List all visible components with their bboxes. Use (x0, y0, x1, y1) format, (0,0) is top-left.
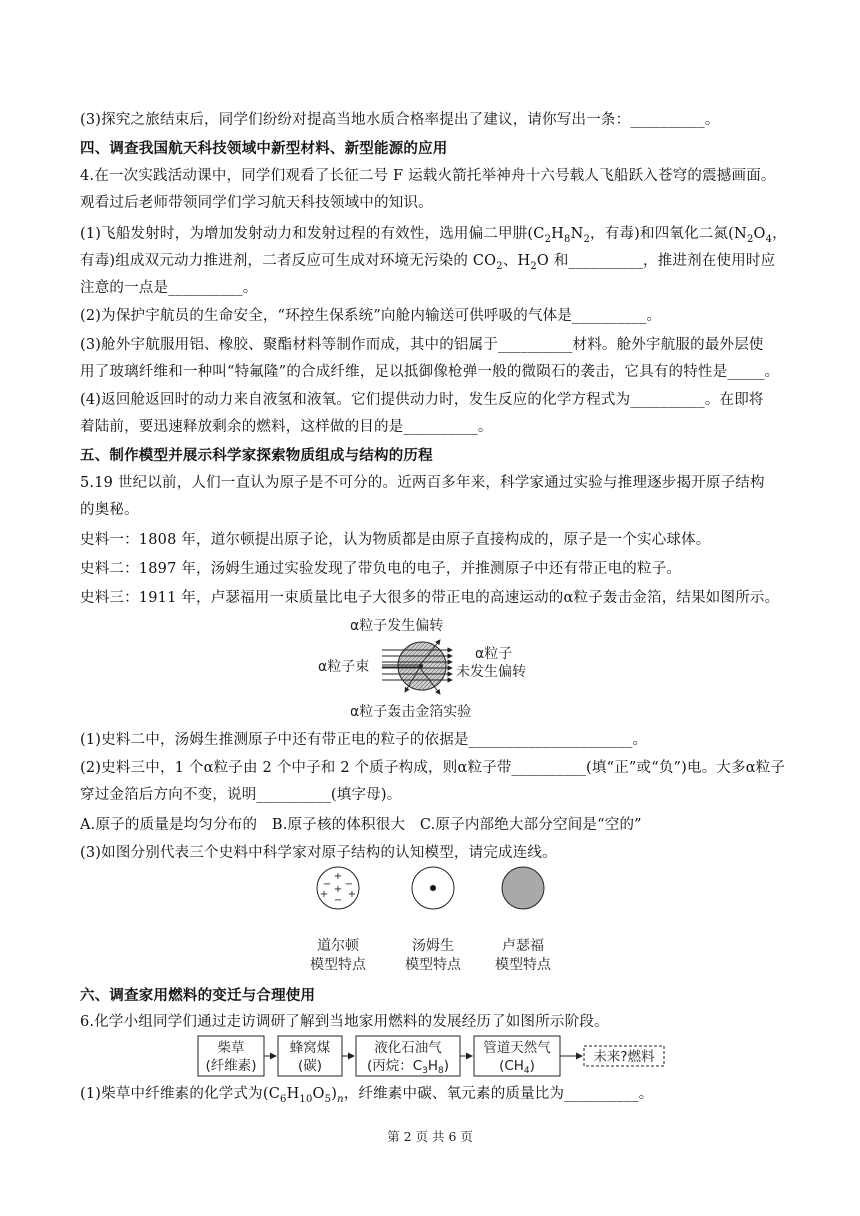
alpha-label-beam: α粒子束 (318, 659, 370, 675)
section-4-heading: 四、调查我国航天科技领域中新型材料、新型能源的应用 (80, 141, 448, 157)
fuel-1-sub: (纤维素) (205, 1058, 257, 1074)
question-4-4: (4)返回舱返回时的动力来自液氢和液氧。它们提供动力时，发生反应的化学方程式为__________。在即将 (80, 392, 764, 408)
question-5-stem: 5.19 世纪以前，人们一直认为原子是不可分的。近两百多年来，科学家通过实验与推理逐步揭开原子结构 (80, 475, 765, 491)
question-5-2-options: A.原子的质量是均匀分布的 B.原子核的体积很大 C.原子内部绝大部分空间是“空的” (80, 817, 642, 833)
question-5-stem-cont: 的奥秘。 (80, 502, 139, 518)
question-4-3-cont: 用了玻璃纤维和一种叫“特氟隆”的合成纤维，足以抵御像枪弹一般的微陨石的袭击，它具有的特性是_____。 (80, 364, 780, 380)
nuclear-model (412, 867, 454, 909)
question-5-3: (3)如图分别代表三个史料中科学家对原子结构的认知模型，请完成连线。 (80, 845, 557, 861)
fuel-5-name: 未来?燃料 (593, 1049, 655, 1065)
history-2: 史料二：1897 年，汤姆生通过实验发现了带负电的电子，并推测原子中还有带正电的粒子。 (80, 561, 682, 577)
svg-text:+: + (333, 871, 343, 882)
fuel-4-sub: $(CH_4)$ (499, 1058, 535, 1076)
fuel-2-sub: (碳) (297, 1058, 323, 1074)
question-4-3: (3)舱外宇航服用铝、橡胶、聚酯材料等制作而成，其中的铝属于__________材料。舱外宇航服的最外层使 (80, 337, 764, 353)
question-4-1-cont2: 注意的一点是__________。 (80, 280, 258, 296)
question-4-4-cont: 着陆前，要迅速释放剩余的燃料，这样做的目的是__________。 (80, 419, 493, 435)
svg-text:+: + (333, 884, 343, 895)
history-1: 史料一：1808 年，道尔顿提出原子论，认为物质都是由原子直接构成的，原子是一个实心球体。 (80, 532, 711, 548)
fuel-3-name: 液化石油气 (374, 1040, 442, 1056)
section-5-heading: 五、制作模型并展示科学家探索物质组成与结构的历程 (80, 448, 433, 464)
page-footer: 第 2 页 共 6 页 (387, 1129, 473, 1144)
atomic-models-figure (290, 866, 580, 978)
question-5-1: (1)史料二中，汤姆生推测原子中还有带正电的粒子的依据是______________________。 (80, 732, 648, 748)
question-4-2: (2)为保护宇航员的生命安全，“环控生保系统”向舱内输送可供呼吸的气体是__________。 (80, 308, 662, 324)
fuel-1-name: 柴草 (217, 1040, 245, 1056)
svg-text:+: + (347, 889, 357, 900)
alpha-label-undeflected-2: 未发生偏转 (456, 664, 526, 680)
history-3: 史料三：1911 年，卢瑟福用一束质量比电子大很多的带正电的高速运动的α粒子轰击金箔，结果如图所示。 (80, 590, 780, 606)
question-6-stem: 6.化学小组同学们通过走访调研了解到当地家用燃料的发展经历了如图所示阶段。 (80, 1014, 609, 1030)
alpha-label-deflected: α粒子发生偏转 (350, 618, 444, 634)
question-5-2-cont: 穿过金箔后方向不变，说明__________(填字母)。 (80, 787, 402, 803)
question-4-1: (1)飞船发射时，为增加发射动力和发射过程的有效性，选用偏二甲肼($C_2H_8N_2$，有毒)和四氧化二氮($N_2O_4$， (80, 226, 787, 245)
model-2-feature: 模型特点 (405, 957, 461, 973)
model-3-feature: 模型特点 (495, 957, 551, 973)
question-4-1-cont: 有毒)组成双元动力推进剂，二者反应可生成对环境无污染的 $CO_2$、$H_2O$ 和__________，推进剂在使用时应 (80, 253, 776, 272)
question-6-1: (1)柴草中纤维素的化学式为$(C_6H_{10}O_5)_n$，纤维素中碳、氧元素的质量比为__________。 (80, 1086, 654, 1105)
svg-text:+: + (319, 889, 329, 900)
fuel-evolution-diagram (196, 1034, 670, 1080)
fuel-4-name: 管道天然气 (483, 1040, 551, 1056)
alpha-label-undeflected-1: α粒子 (475, 646, 513, 662)
model-1-feature: 模型特点 (310, 957, 366, 973)
fuel-2-name: 蜂窝煤 (289, 1040, 331, 1056)
model-3-name: 卢瑟福 (502, 938, 544, 954)
plum-pudding-model (317, 867, 359, 909)
svg-text:−: − (344, 879, 354, 890)
question-5-2: (2)史料三中，1 个α粒子由 2 个中子和 2 个质子构成，则α粒子带__________(填“正”或“负”)电。大多α粒子 (80, 760, 786, 776)
solid-sphere-model (502, 867, 544, 909)
svg-text:−: − (322, 879, 332, 890)
model-2-name: 汤姆生 (412, 938, 454, 954)
section-6-heading: 六、调查家用燃料的变迁与合理使用 (80, 988, 316, 1004)
question-3-3: (3)探究之旅结束后，同学们纷纷对提高当地水质合格率提出了建议，请你写出一条：__________。 (80, 112, 720, 128)
question-4-stem-cont: 观看过后老师带领同学们学习航天科技领域中的知识。 (80, 195, 433, 211)
svg-text:−: − (333, 895, 343, 906)
model-1-name: 道尔顿 (317, 938, 359, 954)
alpha-scattering-figure (300, 612, 600, 724)
fuel-3-sub: (丙烷：$C_3H_8$) (366, 1058, 450, 1076)
question-4-stem: 4.在一次实践活动课中，同学们观看了长征二号 F 运载火箭托举神舟十六号载人飞船跃入苍穹的震撼画面。 (80, 168, 776, 184)
alpha-figure-caption: α粒子轰击金箔实验 (350, 704, 472, 720)
